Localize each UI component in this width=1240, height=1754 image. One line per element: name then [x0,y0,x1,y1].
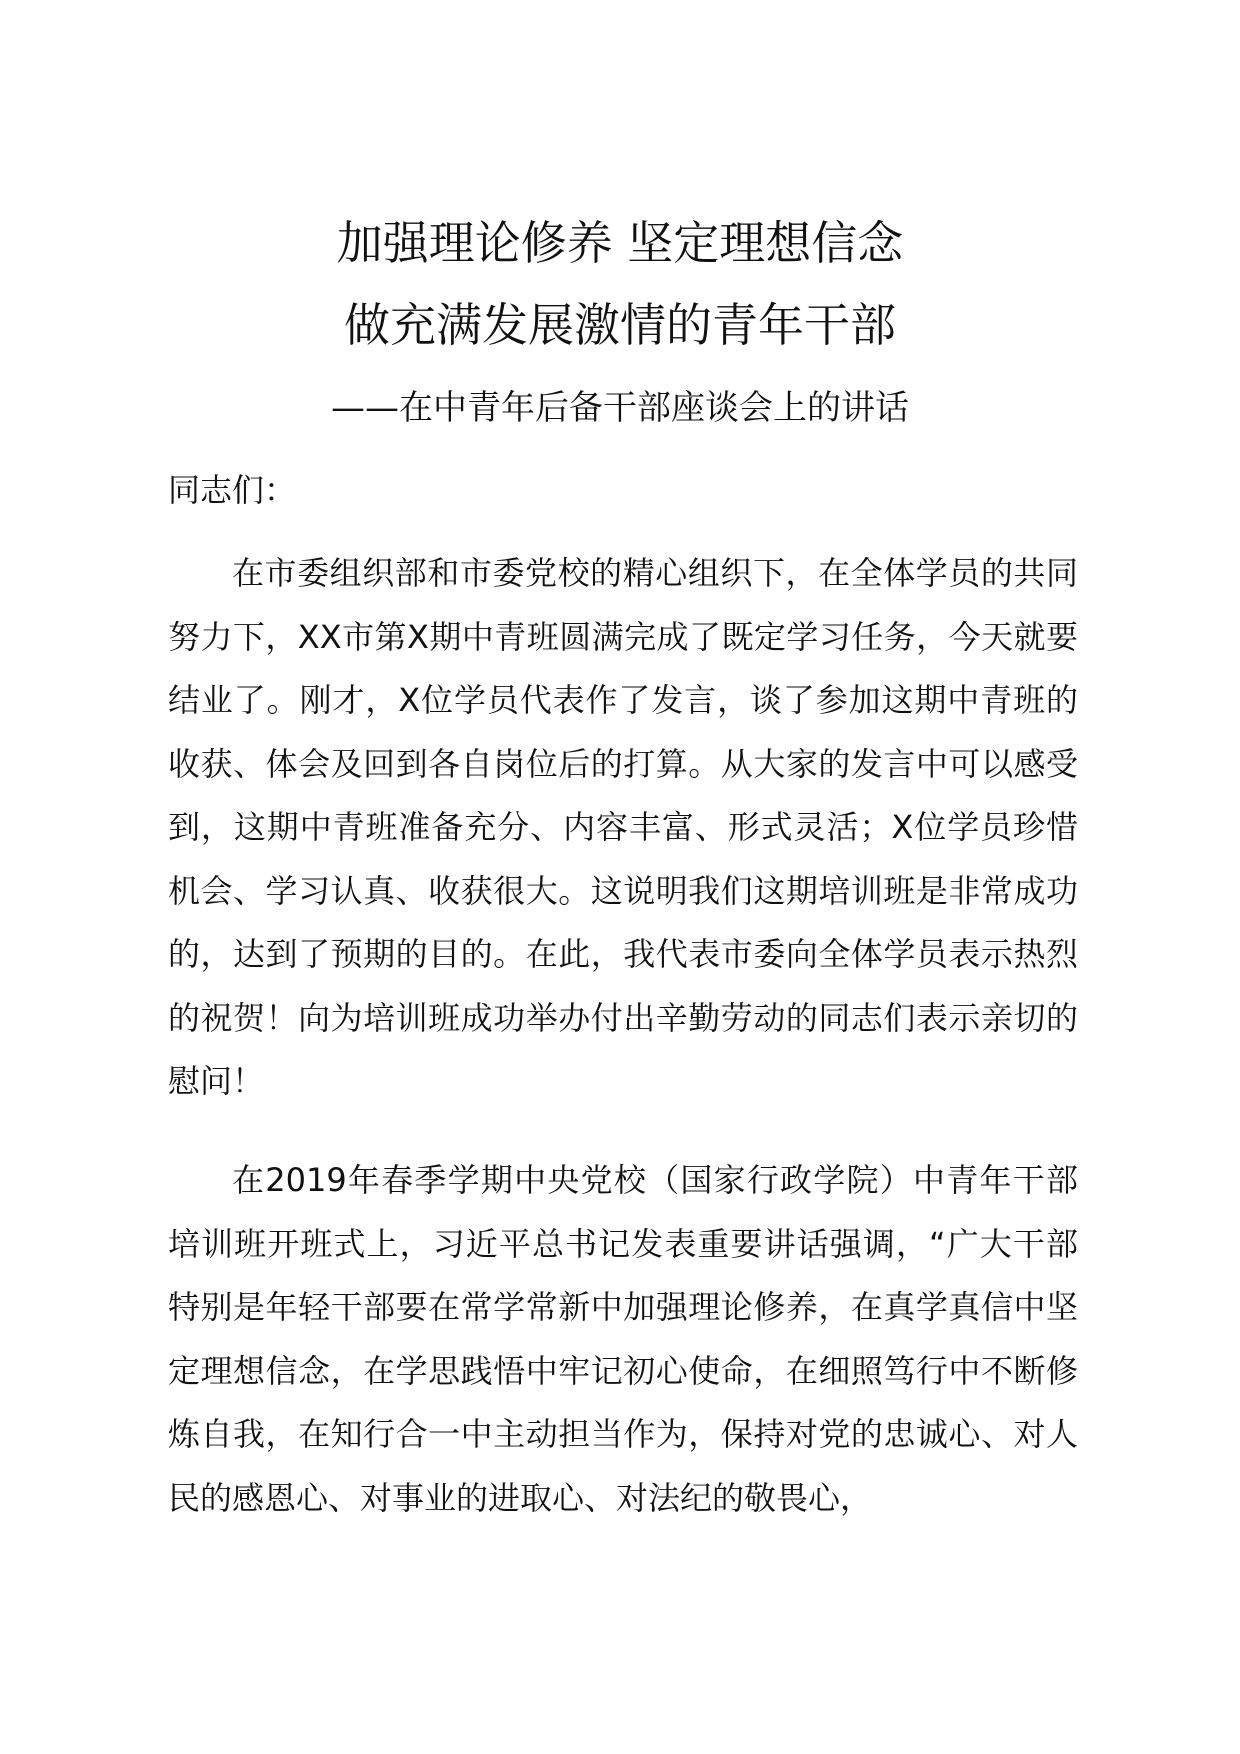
salutation: 同志们： [168,471,297,509]
paragraph-1: 在市委组织部和市委党校的精心组织下，在全体学员的共同努力下，XX市第X期中青班圆满完成了既定学习任务，今天就要结业了。刚才，X位学员代表作了发言，谈了参加这期中青班的收获、体会及回到各自岗位后的打算。从大家的发言中可以感受到，这期中青班准备充分、内容丰富、形式灵活；X位学员珍惜机会、学习认真、收获很大。这说明我们这期培训班是非常成功的，达到了预期的目的。在此，我代表市委向全体学员表示热烈的祝贺！向为培训班成功举办付出辛勤劳动的同志们表示亲切的慰问！ [168,554,1078,1100]
paragraph-2: 在2019年春季学期中央党校（国家行政学院）中青年干部培训班开班式上，习近平总书记发表重要讲话强调，“广大干部特别是年轻干部要在常学常新中加强理论修养，在真学真信中坚定理想信念，在学思践悟中牢记初心使命，在细照笃行中不断修炼自我，在知行合一中主动担当作为，保持对党的忠诚心、对人民的感恩心、对事业的进取心、对法纪的敬畏心， [168,1161,1078,1517]
title-line-1: 加强理论修养 坚定理想信念 [336,216,904,270]
subtitle: ——在中青年后备干部座谈会上的讲话 [331,388,909,428]
title-line-2: 做充满发展激情的青年干部 [344,298,896,352]
